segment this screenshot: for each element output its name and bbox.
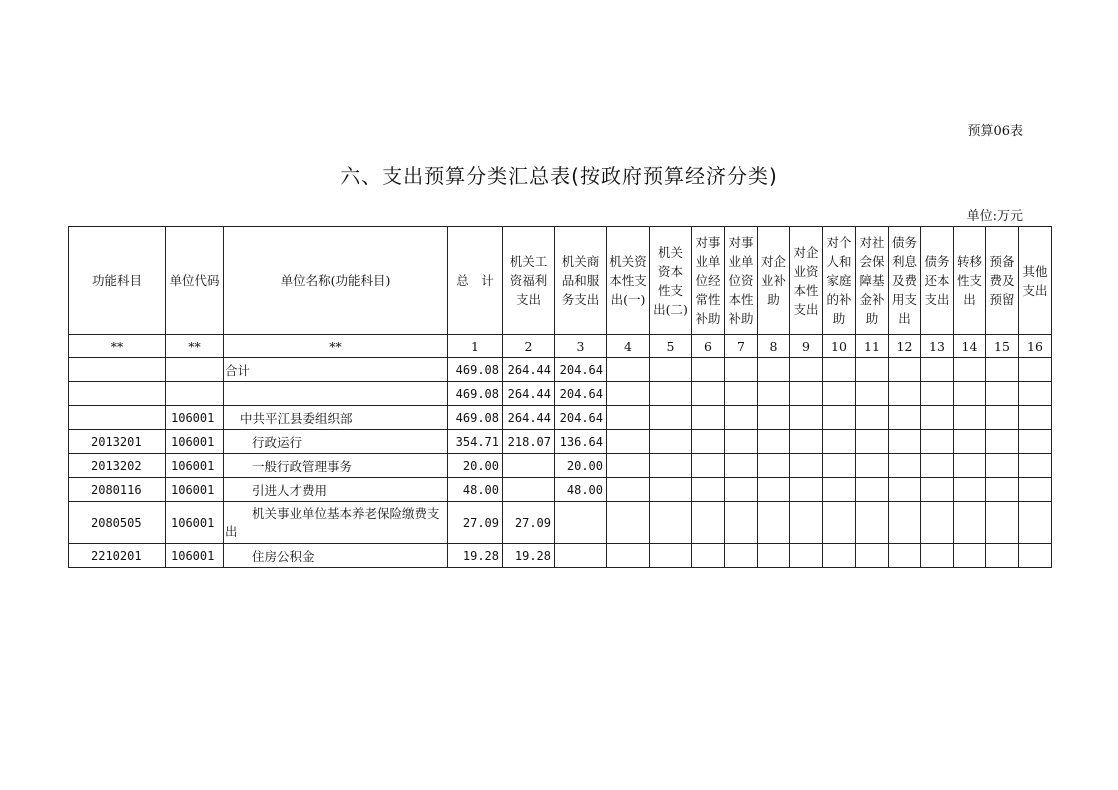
c1-cell [503,478,555,502]
unit-code-cell: 106001 [166,502,224,544]
unit-code-cell: 106001 [166,478,224,502]
header-c10: 对社会保障基金补助 [856,227,889,335]
c2-cell: 136.64 [555,430,607,454]
table-row [69,382,1052,406]
unit-name-cell: 合计 [224,358,448,382]
index-cell: 7 [725,335,758,358]
unit-code-cell: 106001 [166,406,224,430]
index-cell: ** [69,335,166,358]
func-subject-cell: 2013202 [69,454,166,478]
index-cell: 15 [986,335,1019,358]
unit-name-cell: 中共平江县委组织部 [224,406,448,430]
func-subject-cell [69,406,166,430]
header-c14: 预备费及预留 [986,227,1019,335]
func-subject-cell: 2210201 [69,544,166,568]
index-cell: 12 [889,335,921,358]
header-c12: 债务还本支出 [921,227,954,335]
func-subject-cell: 2080505 [69,502,166,544]
func-subject-cell [69,382,166,406]
index-cell: ** [224,335,448,358]
c1-cell [503,454,555,478]
header-c3: 机关资本性支出(一) [607,227,650,335]
header-func-subject: 功能科目 [69,227,166,335]
header-row [69,227,1052,335]
index-cell: 11 [856,335,889,358]
total-cell: 48.00 [448,478,503,502]
index-cell: 16 [1019,335,1052,358]
index-cell: 1 [448,335,503,358]
unit-name-cell: 机关事业单位基本养老保险缴费支出 [224,502,448,544]
index-cell: 5 [650,335,692,358]
c1-cell: 19.28 [503,544,555,568]
header-total: 总 计 [448,227,503,335]
total-cell: 469.08 [448,358,503,382]
header-c2: 机关商品和服务支出 [555,227,607,335]
unit-name-cell: 一般行政管理事务 [224,454,448,478]
budget-table [68,226,1052,568]
table-row [69,358,1052,382]
c1-cell: 27.09 [503,502,555,544]
index-cell: 6 [692,335,725,358]
c1-cell: 264.44 [503,406,555,430]
table-row [69,478,1052,502]
c1-cell: 264.44 [503,382,555,406]
header-c1: 机关工资福利支出 [503,227,555,335]
c2-cell [555,502,607,544]
total-cell: 469.08 [448,382,503,406]
table-row [69,430,1052,454]
page-title: 六、支出预算分类汇总表(按政府预算经济分类) [340,164,778,188]
table-row [69,454,1052,478]
table-row [69,406,1052,430]
func-subject-cell: 2013201 [69,430,166,454]
header-c7: 对企业补助 [758,227,790,335]
index-cell: 13 [921,335,954,358]
func-subject-cell: 2080116 [69,478,166,502]
c1-cell: 264.44 [503,358,555,382]
unit-code-cell: 106001 [166,430,224,454]
unit-code-cell: 106001 [166,544,224,568]
unit-code-cell [166,358,224,382]
total-cell: 469.08 [448,406,503,430]
header-c8: 对企业资本性支出 [790,227,823,335]
total-cell: 19.28 [448,544,503,568]
total-cell: 354.71 [448,430,503,454]
unit-name-cell: 引进人才费用 [224,478,448,502]
index-cell: 4 [607,335,650,358]
table-row [69,544,1052,568]
unit-label: 单位:万元 [966,209,1023,224]
c2-cell: 48.00 [555,478,607,502]
total-cell: 20.00 [448,454,503,478]
index-cell: 2 [503,335,555,358]
unit-name-cell: 住房公积金 [224,544,448,568]
index-cell: 8 [758,335,790,358]
header-c15: 其他支出 [1019,227,1052,335]
index-cell: 3 [555,335,607,358]
header-c9: 对个人和家庭的补助 [823,227,856,335]
c2-cell: 204.64 [555,406,607,430]
c1-cell: 218.07 [503,430,555,454]
func-subject-cell [69,358,166,382]
header-unit-code: 单位代码 [166,227,224,335]
header-c13: 转移性支出 [954,227,986,335]
header-c11: 债务利息及费用支出 [889,227,921,335]
header-c4: 机关资本性支出(二) [650,227,692,335]
c2-cell: 20.00 [555,454,607,478]
index-cell: 9 [790,335,823,358]
unit-name-cell [224,382,448,406]
index-cell: 10 [823,335,856,358]
index-row [69,335,1052,358]
header-unit-name: 单位名称(功能科目) [224,227,448,335]
c2-cell [555,544,607,568]
c2-cell: 204.64 [555,382,607,406]
header-c6: 对事业单位资本性补助 [725,227,758,335]
c2-cell: 204.64 [555,358,607,382]
unit-name-cell: 行政运行 [224,430,448,454]
total-cell: 27.09 [448,502,503,544]
index-cell: ** [166,335,224,358]
unit-code-cell: 106001 [166,454,224,478]
table-row [69,502,1052,544]
index-cell: 14 [954,335,986,358]
header-c5: 对事业单位经常性补助 [692,227,725,335]
form-number: 预算06表 [967,124,1023,139]
unit-code-cell [166,382,224,406]
